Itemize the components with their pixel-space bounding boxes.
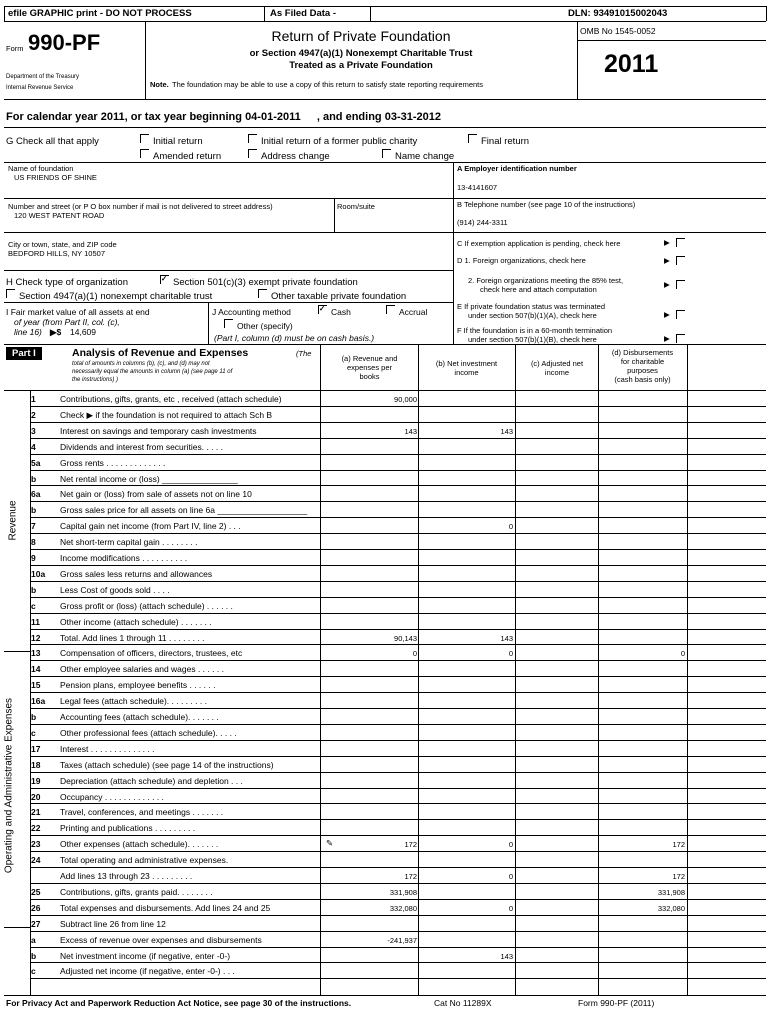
part-tag: Part I bbox=[6, 347, 42, 360]
line-label: Other employee salaries and wages . . . . . . bbox=[60, 664, 224, 675]
table-row bbox=[0, 422, 770, 438]
line-number: 4 bbox=[31, 441, 36, 452]
item-d2-checkbox[interactable] bbox=[676, 280, 685, 289]
table-row bbox=[0, 947, 770, 963]
table-row bbox=[0, 501, 770, 517]
line-label: Travel, conferences, and meetings . . . . . . . bbox=[60, 807, 224, 818]
line-number: 16a bbox=[31, 696, 46, 707]
line-label: Income modifications . . . . . . . . . . bbox=[60, 553, 188, 563]
note-label: Note. bbox=[150, 80, 169, 89]
line-number: 5a bbox=[31, 457, 41, 468]
col-d-value[interactable]: 332,080 bbox=[657, 903, 685, 913]
line-label: Printing and publications . . . . . . . . . bbox=[60, 823, 196, 834]
form-subtitle1: or Section 4947(a)(1) Nonexempt Charitable Trust bbox=[249, 48, 473, 59]
address-change-checkbox[interactable] bbox=[248, 149, 257, 158]
line-number: b bbox=[31, 505, 37, 516]
footer-form: Form 990-PF (2011) bbox=[578, 998, 655, 1008]
line-number: 10a bbox=[31, 568, 46, 579]
line-number: 13 bbox=[31, 648, 41, 659]
line-number: c bbox=[31, 966, 36, 977]
table-row bbox=[0, 581, 770, 597]
line-label: Gross profit or (loss) (attach schedule) . . . . . . bbox=[60, 600, 233, 611]
arrow-right-icon: ▶$ bbox=[50, 327, 62, 337]
item-e-text2: under section 507(b)(1)(A), check here bbox=[468, 311, 597, 320]
table-row bbox=[0, 549, 770, 565]
line-number: c bbox=[31, 727, 36, 738]
arrow-right-icon: ▶ bbox=[664, 310, 670, 319]
col-a-value[interactable]: 172 bbox=[404, 840, 417, 850]
line-label: Add lines 13 through 23 . . . . . . . . . bbox=[60, 871, 193, 881]
check-mark-icon: ✓ bbox=[161, 274, 168, 283]
col-b-value[interactable]: 143 bbox=[500, 951, 513, 961]
dln: DLN: 93491015002043 bbox=[568, 8, 668, 19]
line-label: Other professional fees (attach schedule). . . . . bbox=[60, 727, 237, 738]
line-number: b bbox=[31, 473, 37, 484]
line-label: Other expenses (attach schedule). . . . . . . bbox=[60, 839, 219, 850]
attachment-icon[interactable]: ✎ bbox=[326, 838, 334, 849]
form-title: Return of Private Foundation bbox=[271, 28, 451, 44]
item-e-checkbox[interactable] bbox=[676, 310, 685, 319]
other-method-label: Other (specify) bbox=[237, 321, 293, 331]
calendar-line bbox=[6, 111, 441, 123]
table-row bbox=[0, 899, 770, 915]
efile-banner: efile GRAPHIC print - DO NOT PROCESS bbox=[8, 8, 192, 19]
line-label: Accounting fees (attach schedule). . . . . . . bbox=[60, 712, 219, 722]
check-mark-icon: ✓ bbox=[319, 304, 326, 313]
line-number: 15 bbox=[31, 680, 41, 691]
city-value: BEDFORD HILLS, NY 10507 bbox=[8, 249, 105, 258]
col-b-head1: (b) Net investment bbox=[435, 359, 498, 368]
item-d2-text2: check here and attach computation bbox=[480, 285, 597, 294]
line-number: a bbox=[31, 934, 36, 945]
footer-privacy: For Privacy Act and Paperwork Reduction Act Notice, see page 30 of the instructions. bbox=[6, 998, 352, 1008]
ein-value: 13-4141607 bbox=[457, 183, 498, 192]
line-label: Gross sales price for all assets on line 6a ___________________ bbox=[60, 505, 308, 516]
line-number: 25 bbox=[31, 886, 41, 897]
col-d-value[interactable]: 172 bbox=[672, 872, 685, 881]
table-row bbox=[0, 835, 770, 851]
table-row bbox=[0, 756, 770, 772]
footer-cat: Cat No 11289X bbox=[434, 998, 492, 1008]
line-label: Legal fees (attach schedule). . . . . . . . . bbox=[60, 696, 207, 707]
street-label: Number and street (or P O box number if mail is not delivered to street address) bbox=[8, 202, 273, 211]
line-number: 12 bbox=[31, 632, 41, 643]
room-label: Room/suite bbox=[337, 202, 375, 211]
line-number: b bbox=[31, 950, 37, 961]
table-row bbox=[0, 629, 770, 645]
table-row bbox=[0, 788, 770, 804]
col-a-head3: books bbox=[359, 372, 380, 381]
line-number: 11 bbox=[31, 616, 40, 627]
arrow-right-icon: ▶ bbox=[664, 280, 670, 289]
line-label: Interest on savings and temporary cash investments bbox=[60, 425, 257, 436]
line-label: Taxes (attach schedule) (see page 14 of the instructions) bbox=[60, 759, 274, 770]
line-label: Net short-term capital gain . . . . . . . . bbox=[60, 537, 198, 548]
line-number: 24 bbox=[31, 855, 41, 866]
line-label: Contributions, gifts, grants paid. . . . . . . . bbox=[60, 886, 213, 897]
initial-former-label: Initial return of a former public charity bbox=[261, 136, 418, 147]
line-label: Other income (attach schedule) . . . . . . . bbox=[60, 616, 212, 627]
col-a-value[interactable]: 90,143 bbox=[394, 633, 417, 643]
line-label: Net rental income or (loss) ________________ bbox=[60, 473, 238, 484]
ein-label: A Employer identification number bbox=[457, 164, 577, 173]
table-row bbox=[0, 708, 770, 724]
table-row bbox=[0, 517, 770, 533]
line-label: Gross rents . . . . . . . . . . . . . bbox=[60, 457, 166, 468]
line-number: 19 bbox=[31, 775, 41, 786]
table-row bbox=[0, 597, 770, 613]
col-a-head2: expenses per bbox=[346, 363, 393, 372]
note-text: The foundation may be able to use a copy of this return to satisfy state reporting requirements bbox=[172, 80, 484, 89]
table-row bbox=[0, 819, 770, 835]
col-d-head2: for charitable bbox=[620, 357, 665, 366]
item-f-text2: under section 507(b)(1)(B), check here bbox=[468, 335, 597, 344]
section-4947-label: Section 4947(a)(1) nonexempt charitable trust bbox=[19, 291, 213, 302]
line-label: Total expenses and disbursements. Add lines 24 and 25 bbox=[60, 902, 271, 913]
item-d1-text: D 1. Foreign organizations, check here bbox=[457, 256, 586, 265]
initial-return-label: Initial return bbox=[153, 136, 203, 147]
col-d-head4: (cash basis only) bbox=[614, 375, 671, 384]
omb-number: OMB No 1545-0052 bbox=[580, 26, 656, 36]
table-row bbox=[0, 660, 770, 676]
item-c-text: C If exemption application is pending, check here bbox=[457, 239, 621, 248]
table-row bbox=[0, 470, 770, 486]
table-row bbox=[0, 724, 770, 740]
table-row bbox=[0, 915, 770, 931]
part-title-suffix: (The bbox=[296, 349, 312, 358]
g-check-label: G Check all that apply bbox=[6, 136, 99, 147]
col-d-head3: purposes bbox=[627, 366, 658, 375]
line-number: 21 bbox=[31, 807, 41, 818]
cash-label: Cash bbox=[331, 307, 351, 317]
arrow-right-icon: ▶ bbox=[664, 334, 670, 343]
table-row bbox=[0, 390, 770, 406]
street-value: 120 WEST PATENT ROAD bbox=[14, 211, 105, 220]
item-d1-checkbox[interactable] bbox=[676, 256, 685, 265]
address-change-label: Address change bbox=[261, 151, 330, 162]
section-4947-checkbox[interactable] bbox=[6, 289, 15, 298]
line-label: Compensation of officers, directors, trustees, etc bbox=[60, 648, 243, 659]
col-a-value[interactable]: -241,937 bbox=[387, 935, 417, 945]
col-a-value[interactable]: 143 bbox=[404, 426, 417, 436]
line-label: Depreciation (attach schedule) and depletion . . . bbox=[60, 775, 243, 786]
line-number: 14 bbox=[31, 664, 41, 675]
other-taxable-label: Other taxable private foundation bbox=[271, 291, 407, 302]
line-label: Interest . . . . . . . . . . . . . . bbox=[60, 743, 155, 754]
other-method-checkbox[interactable] bbox=[224, 319, 233, 328]
col-d-value[interactable]: 331,908 bbox=[657, 887, 685, 897]
fmv-line2: of year (from Part II, col. (c), bbox=[14, 317, 120, 327]
line-label: Adjusted net income (if negative, enter -0-) . . . bbox=[60, 966, 235, 977]
col-b-value[interactable]: 0 bbox=[508, 522, 513, 532]
line-label: Dividends and interest from securities. . . . . bbox=[60, 441, 223, 452]
part-desc3: the instructions) ) bbox=[72, 377, 119, 383]
line-label: Net investment income (if negative, enter -0-) bbox=[60, 950, 231, 961]
col-b-head2: income bbox=[454, 368, 479, 377]
line-number: 18 bbox=[31, 759, 41, 770]
line-number: 20 bbox=[31, 791, 41, 802]
final-return-label: Final return bbox=[481, 136, 530, 147]
part-desc2: necessarily equal the amounts in column (a) (see page 11 of bbox=[72, 369, 233, 375]
city-label: City or town, state, and ZIP code bbox=[8, 240, 117, 249]
line-label: Excess of revenue over expenses and disbursements bbox=[60, 934, 262, 945]
fmv-amount: 14,609 bbox=[70, 327, 96, 337]
part-title: Analysis of Revenue and Expenses bbox=[72, 347, 249, 359]
initial-return-checkbox[interactable] bbox=[140, 134, 149, 143]
col-b-value[interactable]: 0 bbox=[508, 840, 513, 850]
line-number: 9 bbox=[31, 553, 36, 563]
tax-year-end: 03-31-2012 bbox=[384, 111, 441, 123]
col-a-head1: (a) Revenue and bbox=[341, 354, 398, 363]
calendar-prefix: For calendar year 2011, or tax year beginning bbox=[6, 111, 242, 123]
arrow-right-icon: ▶ bbox=[664, 238, 670, 247]
line-number: 8 bbox=[31, 537, 36, 548]
revenue-section-label: Revenue bbox=[7, 500, 19, 541]
table-row bbox=[0, 406, 770, 422]
line-number: 27 bbox=[31, 918, 41, 929]
line-label: Less Cost of goods sold . . . . bbox=[60, 584, 170, 595]
phone-value: (914) 244-3311 bbox=[457, 218, 508, 227]
table-row bbox=[0, 851, 770, 867]
line-number: 1 bbox=[31, 394, 36, 404]
col-b-value[interactable]: 0 bbox=[508, 649, 513, 659]
accounting-method-label: J Accounting method bbox=[212, 307, 291, 317]
col-b-value[interactable]: 143 bbox=[500, 426, 513, 436]
col-d-value[interactable]: 172 bbox=[672, 840, 685, 850]
final-return-checkbox[interactable] bbox=[468, 134, 477, 143]
line-number: 7 bbox=[31, 521, 36, 532]
form-subtitle2: Treated as a Private Foundation bbox=[289, 60, 433, 71]
other-taxable-checkbox[interactable] bbox=[258, 289, 267, 298]
dept-line2: Internal Revenue Service bbox=[6, 85, 74, 91]
table-row bbox=[0, 533, 770, 549]
line-number: 26 bbox=[31, 902, 41, 913]
col-a-value[interactable]: 90,000 bbox=[394, 395, 417, 404]
table-row bbox=[0, 931, 770, 947]
line-label: Check ▶ if the foundation is not required to attach Sch B bbox=[60, 409, 273, 420]
line-number: 6a bbox=[31, 489, 41, 500]
tax-year-begin: 04-01-2011 bbox=[245, 111, 301, 123]
table-row bbox=[0, 883, 770, 899]
line-number: b bbox=[31, 712, 37, 722]
col-c-head2: income bbox=[544, 368, 570, 377]
line-label: Occupancy . . . . . . . . . . . . . bbox=[60, 791, 164, 802]
initial-former-checkbox[interactable] bbox=[248, 134, 257, 143]
expenses-section-label: Operating and Administrative Expenses bbox=[3, 697, 15, 874]
table-row bbox=[0, 867, 770, 883]
table-row bbox=[0, 692, 770, 708]
col-a-value[interactable]: 0 bbox=[412, 649, 417, 659]
fmv-line1: I Fair market value of all assets at end bbox=[6, 307, 150, 317]
tax-year: 2011 bbox=[604, 50, 659, 78]
table-row bbox=[0, 772, 770, 788]
foundation-name-label: Name of foundation bbox=[8, 164, 74, 173]
table-row bbox=[0, 454, 770, 470]
line-number: 2 bbox=[31, 409, 36, 420]
line-label: Gross sales less returns and allowances bbox=[60, 568, 213, 579]
line-number: 22 bbox=[31, 823, 41, 834]
fmv-line3: line 16) bbox=[14, 327, 42, 337]
item-e-text1: E If private foundation status was terminated bbox=[457, 302, 605, 311]
item-f-checkbox[interactable] bbox=[676, 334, 685, 343]
section-501c3-label: Section 501(c)(3) exempt private foundation bbox=[173, 277, 358, 288]
col-d-value[interactable]: 0 bbox=[680, 649, 685, 659]
line-label: Capital gain net income (from Part IV, line 2) . . . bbox=[60, 521, 241, 532]
line-number: 17 bbox=[31, 743, 41, 754]
line-number: c bbox=[31, 600, 36, 611]
table-row bbox=[0, 803, 770, 819]
part-desc1: total of amounts in columns (b), (c), and (d) may not bbox=[72, 361, 210, 367]
table-row bbox=[0, 485, 770, 501]
col-a-value[interactable]: 331,908 bbox=[389, 887, 417, 897]
calendar-mid: , and ending bbox=[316, 111, 382, 123]
line-number: 23 bbox=[31, 839, 41, 850]
col-d-head1: (d) Disbursements bbox=[611, 348, 674, 357]
line-label: Net gain or (loss) from sale of assets not on line 10 bbox=[60, 489, 252, 500]
table-row bbox=[0, 644, 770, 660]
table-row bbox=[0, 438, 770, 454]
line-label: Contributions, gifts, grants, etc , received (attach schedule) bbox=[60, 394, 282, 404]
col-a-value[interactable]: 332,080 bbox=[389, 903, 417, 913]
form-prefix: Form bbox=[6, 44, 24, 53]
line-label: Total operating and administrative expenses. bbox=[60, 855, 229, 866]
form-number: 990-PF bbox=[28, 30, 101, 55]
col-b-value[interactable]: 0 bbox=[508, 872, 513, 881]
name-change-checkbox[interactable] bbox=[382, 149, 391, 158]
as-filed-banner: As Filed Data - bbox=[270, 8, 336, 19]
accrual-label: Accrual bbox=[399, 307, 428, 317]
col-a-value[interactable]: 172 bbox=[404, 872, 417, 881]
item-d2-text1: 2. Foreign organizations meeting the 85% test, bbox=[468, 276, 624, 285]
amended-return-label: Amended return bbox=[153, 151, 222, 162]
accounting-note: (Part I, column (d) must be on cash basis.) bbox=[214, 333, 375, 343]
foundation-name: US FRIENDS OF SHINE bbox=[14, 173, 97, 182]
line-label: Total. Add lines 1 through 11 . . . . . . . . bbox=[60, 632, 205, 643]
name-change-label: Name change bbox=[395, 151, 455, 162]
amended-return-checkbox[interactable] bbox=[140, 149, 149, 158]
phone-label: B Telephone number (see page 10 of the instructions) bbox=[457, 200, 636, 209]
arrow-right-icon: ▶ bbox=[664, 256, 670, 265]
col-c-head1: (c) Adjusted net bbox=[530, 359, 584, 368]
dept-line1: Department of the Treasury bbox=[6, 74, 80, 80]
line-label: Pension plans, employee benefits . . . . . . bbox=[60, 680, 216, 691]
item-f-text1: F If the foundation is in a 60-month termination bbox=[457, 326, 613, 335]
accrual-checkbox[interactable] bbox=[386, 305, 395, 314]
item-c-checkbox[interactable] bbox=[676, 238, 685, 247]
col-b-value[interactable]: 0 bbox=[508, 903, 513, 913]
table-row bbox=[0, 565, 770, 581]
line-number: 3 bbox=[31, 425, 36, 436]
table-row bbox=[0, 676, 770, 692]
table-row bbox=[0, 740, 770, 756]
h-check-label: H Check type of organization bbox=[6, 277, 128, 288]
col-b-value[interactable]: 143 bbox=[500, 633, 513, 643]
table-row bbox=[0, 962, 770, 978]
line-label: Subtract line 26 from line 12 bbox=[60, 918, 166, 929]
table-row bbox=[0, 613, 770, 629]
line-number: b bbox=[31, 584, 37, 595]
